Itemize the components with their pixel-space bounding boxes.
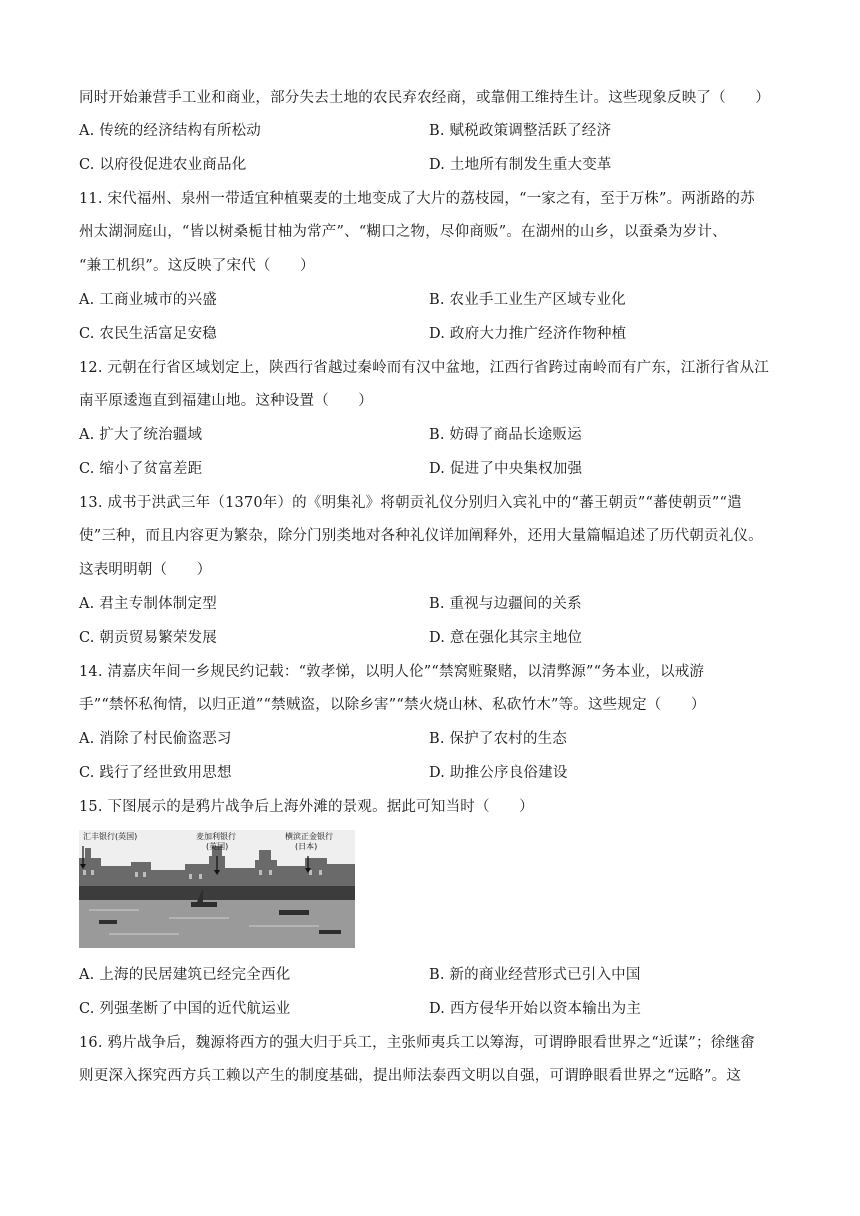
yokohama-bank-label: 横滨正金银行 (285, 832, 333, 841)
q12-option-c: C. 缩小了贫富差距 (79, 461, 203, 477)
q14-option-c: C. 践行了经世致用思想 (79, 765, 232, 781)
q14-option-d: D. 助推公序良俗建设 (429, 765, 568, 781)
q15-option-c: C. 列强垄断了中国的近代航运业 (79, 1001, 291, 1017)
q15-stem-line: 15. 下图展示的是鸦片战争后上海外滩的景观。据此可知当时（ ） (79, 799, 534, 815)
q14-option-a: A. 消除了村民偷盗恶习 (79, 731, 232, 747)
q13-stem-line-2: 使”三种，而且内容更为繁杂，除分门别类地对各种礼仪详加阐释外，还用大量篇幅追述了历代朝贡礼仪。 (79, 528, 763, 544)
q13-option-c: C. 朝贡贸易繁荣发展 (79, 630, 217, 646)
q13-stem-line-1: 13. 成书于洪武三年（1370年）的《明集礼》将朝贡礼仪分别归入宾礼中的“蕃王朝贡”“蕃使朝贡”“遣 (79, 495, 742, 511)
q10-option-a: A. 传统的经济结构有所松动 (79, 123, 261, 139)
q12-stem-line-1: 12. 元朝在行省区域划定上，陕西行省越过秦岭而有汉中盆地，江西行省跨过南岭而有广东，江浙行省从江 (79, 360, 769, 376)
q11-stem-line-3: “兼工机织”。这反映了宋代（ ） (79, 258, 315, 274)
q11-option-b: B. 农业手工业生产区域专业化 (429, 292, 626, 308)
q11-option-c: C. 农民生活富足安稳 (79, 326, 217, 342)
q10-option-c: C. 以府役促进农业商品化 (79, 157, 247, 173)
q16-stem-line-2: 则更深入探究西方兵工赖以产生的制度基础，提出师法泰西文明以自强，可谓睁眼看世界之“远略”。这 (79, 1068, 742, 1084)
q15-option-a: A. 上海的民居建筑已经完全西化 (79, 967, 291, 983)
q10-option-d: D. 土地所有制发生重大变革 (429, 157, 612, 173)
hsbc-label: 汇丰银行(英国) (83, 832, 138, 841)
q11-option-d: D. 政府大力推广经济作物种植 (429, 326, 627, 342)
chartered-bank-label: 麦加利银行 (196, 832, 236, 841)
q10-stem-line: 同时开始兼营手工业和商业，部分失去土地的农民弃农经商，或靠佣工维持生计。这些现象反映了（ ） (79, 90, 770, 106)
q11-stem-line-2: 州太湖洞庭山，“皆以树桑栀甘柚为常产”、“糊口之物，尽仰商贩”。在湖州的山乡，以蚕桑为岁计、 (79, 224, 727, 240)
q14-stem-line-2: 手”“禁怀私徇情，以归正道”“禁贼盗，以除乡害”“禁火烧山林、私砍竹木”等。这些规定（ ） (79, 697, 706, 713)
q13-option-b: B. 重视与边疆间的关系 (429, 596, 582, 612)
q14-stem-line-1: 14. 清嘉庆年间一乡规民约记载：“敦孝悌，以明人伦”“禁窝赃聚赌，以清弊源”“务本业，以戒游 (79, 664, 705, 680)
q12-option-a: A. 扩大了统治疆域 (79, 427, 203, 443)
q14-option-b: B. 保护了农村的生态 (429, 731, 568, 747)
bund-photo (79, 830, 355, 948)
q13-option-d: D. 意在强化其宗主地位 (429, 630, 583, 646)
q12-stem-line-2: 南平原逶迤直到福建山地。这种设置（ ） (79, 393, 373, 409)
q11-option-a: A. 工商业城市的兴盛 (79, 292, 217, 308)
q13-option-a: A. 君主专制体制定型 (79, 596, 217, 612)
q12-option-d: D. 促进了中央集权加强 (429, 461, 583, 477)
q11-stem-line-1: 11. 宋代福州、泉州一带适宜种植粟麦的土地变成了大片的荔枝园，“一家之有，至于万株”。两浙路的苏 (79, 191, 755, 207)
q12-option-b: B. 妨碍了商品长途贩运 (429, 427, 582, 443)
yokohama-bank-country-label: (日本) (295, 842, 318, 851)
chartered-bank-country-label: (英国) (206, 842, 229, 851)
q15-option-b: B. 新的商业经营形式已引入中国 (429, 967, 641, 983)
q10-option-b: B. 赋税政策调整活跃了经济 (429, 123, 612, 139)
q16-stem-line-1: 16. 鸦片战争后，魏源将西方的强大归于兵工，主张师夷兵工以筹海，可谓睁眼看世界之“近谋”；徐继畲 (79, 1035, 755, 1051)
q15-option-d: D. 西方侵华开始以资本输出为主 (429, 1001, 642, 1017)
q13-stem-line-3: 这表明明朝（ ） (79, 562, 212, 578)
